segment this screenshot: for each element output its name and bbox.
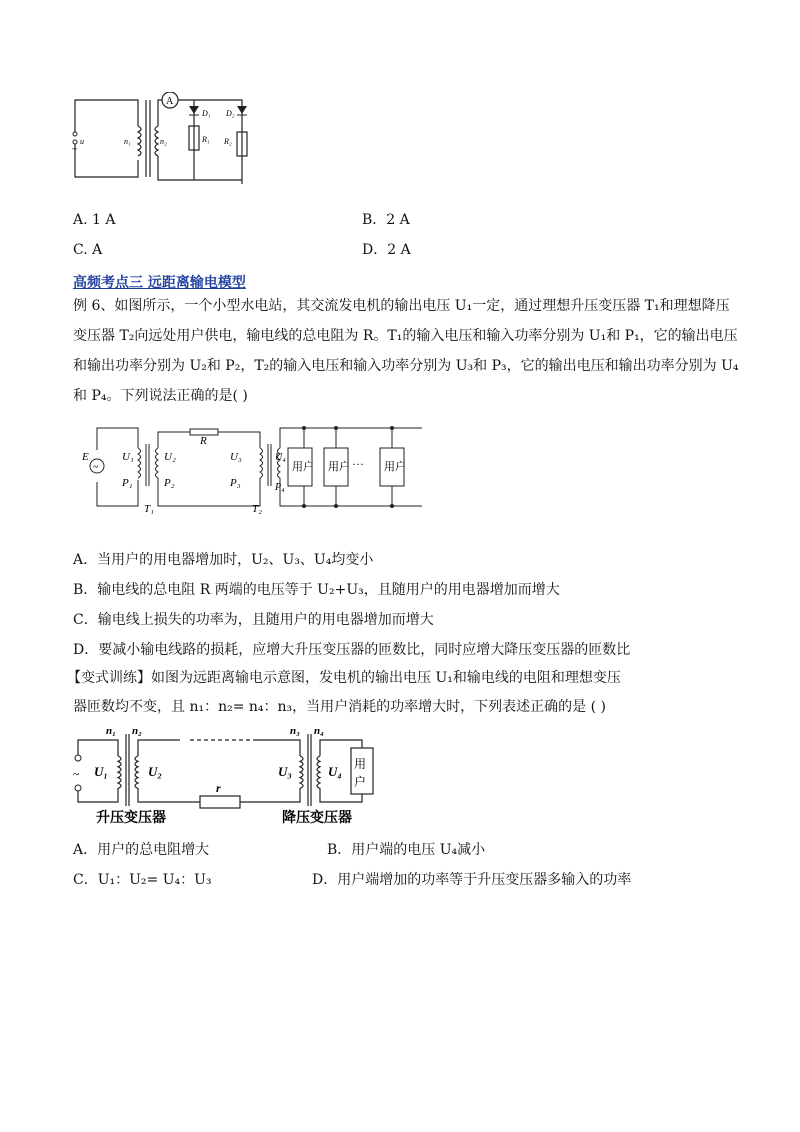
ammeter-icon: A [166, 96, 174, 107]
variant-option-d[interactable]: D．用户端增加的功率等于升压变压器多输入的功率 [312, 872, 632, 888]
example6-line4: 和 P₄。下列说法正确的是( ) [73, 388, 248, 404]
ellipsis: ··· [352, 457, 364, 471]
top-option-a[interactable]: A. 1 A [73, 212, 116, 228]
r2-label: R₂ [224, 137, 232, 146]
step-up-label: 升压变压器 [96, 811, 166, 826]
example6-line3: 和输出功率分别为 U₂和 P₂，T₂的输入电压和输入功率分别为 U₃和 P₃，它的输出电压和输出功率分别为 U₄ [73, 358, 739, 374]
top-option-d[interactable]: D．2 A [362, 242, 411, 258]
p3-label: P₃ [230, 477, 241, 489]
user-box-3: 用户 [384, 461, 406, 473]
r-label: R [200, 435, 207, 447]
top-option-c[interactable]: C. A [73, 242, 103, 258]
user-label-bottom: 户 [354, 775, 367, 789]
example6-line2: 变压器 T₂向远处用户供电，输电线的总电阻为 R。T₁的输入电压和输入功率分别为 U₁和 P₁，它的输出电压 [73, 328, 738, 344]
variant-option-c[interactable]: C．U₁：U₂= U₄：U₃ [73, 872, 212, 888]
figure-diode-circuit [70, 92, 250, 184]
example6-line1: 例 6、如图所示，一个小型水电站，其交流发电机的输出电压 U₁一定，通过理想升压变压器 T₁和理想降压 [73, 298, 730, 314]
section-heading[interactable]: 高频考点三 远距离输电模型 [73, 275, 246, 291]
u2-label: U₂ [164, 451, 176, 463]
variant-line2: 器匝数均不变，且 n₁：n₂= n₄：n₃，当用户消耗的功率增大时，下列表述正确的是 ( ) [73, 699, 606, 715]
ac-source-icon: ~ [73, 767, 80, 781]
user-box-2: 用户 [328, 461, 350, 473]
n1-label: n₁ [124, 137, 131, 146]
u4-label: U₄ [275, 452, 286, 463]
u3-label: U₃ [230, 451, 242, 463]
d2-label: D₂ [226, 109, 235, 118]
n3-label: n₃ [290, 725, 300, 737]
t2-label: T₂ [252, 503, 262, 515]
ex6-option-c[interactable]: C．输电线上损失的功率为，且随用户的用电器增加而增大 [73, 612, 434, 628]
u4-label: U₄ [328, 764, 342, 779]
variant-option-b[interactable]: B．用户端的电压 U₄减小 [327, 842, 486, 858]
r-label: r [216, 781, 221, 795]
u1-label: U₁ [122, 451, 134, 463]
svg-text:~: ~ [72, 144, 77, 154]
p2-label: P₂ [164, 477, 175, 489]
u-label: u [80, 137, 84, 146]
ex6-option-d[interactable]: D．要减小输电线路的损耗，应增大升压变压器的匝数比，同时应增大降压变压器的匝数比 [73, 642, 631, 658]
n2-label: n₂ [132, 725, 142, 737]
p4-label: P₄ [275, 482, 285, 493]
ex6-option-a[interactable]: A．当用户的用电器增加时，U₂、U₃、U₄均变小 [73, 552, 374, 568]
d1-label: D₁ [202, 109, 211, 118]
t1-label: T₁ [144, 503, 154, 515]
figure-long-distance-transmission [68, 722, 388, 826]
p1-label: P₁ [122, 477, 133, 489]
e-label: E [82, 451, 89, 463]
svg-text:~: ~ [93, 462, 99, 473]
user-box-1: 用户 [292, 461, 314, 473]
u1-label: U₁ [94, 764, 108, 779]
user-label-top: 用 [354, 757, 367, 771]
figure-transmission-circuit [82, 420, 427, 520]
ex6-option-b[interactable]: B．输电线的总电阻 R 两端的电压等于 U₂+U₃，且随用户的用电器增加而增大 [73, 582, 560, 598]
step-down-label: 降压变压器 [282, 811, 352, 826]
u3-label: U₃ [278, 764, 292, 779]
u2-label: U₂ [148, 764, 162, 779]
variant-line1: 【变式训练】如图为远距离输电示意图，发电机的输出电压 U₁和输电线的电阻和理想变压 [67, 670, 621, 686]
r1-label: R₁ [202, 135, 210, 144]
n1-label: n₁ [106, 725, 116, 737]
n4-label: n₄ [314, 725, 324, 737]
variant-option-a[interactable]: A．用户的总电阻增大 [73, 842, 210, 858]
n2-label: n₂ [160, 137, 167, 146]
top-option-b[interactable]: B．2 A [362, 212, 410, 228]
